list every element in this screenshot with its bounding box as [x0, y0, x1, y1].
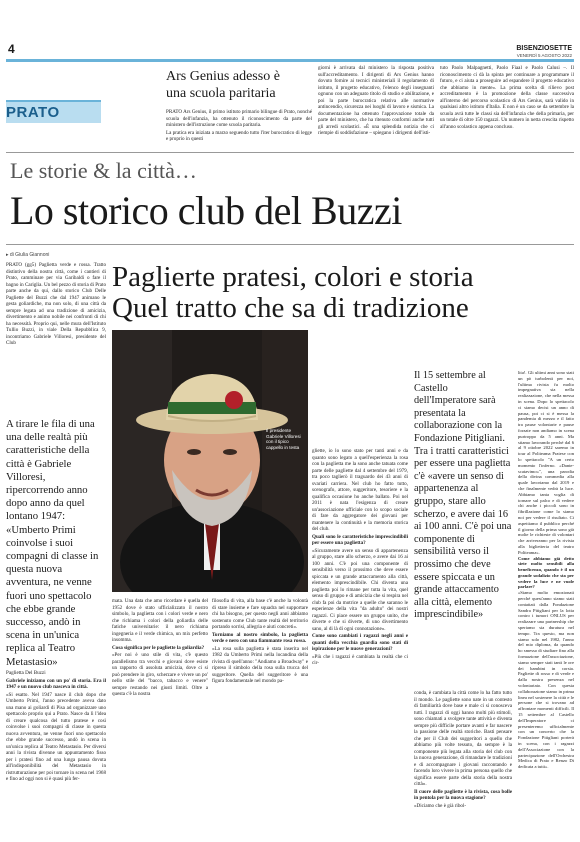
paragraph: «Sicuramente avere un senso di appartenenza al gruppo, stare allo scherzo, e avere dai 16 ai 100 anni. C'è poi una componente di sensibilità verso il prossimo che deve essere spiccata e un grande attaccamento alla città, elemento imprescindibile. Chi diventa una paglietta poi lo rimane per tutta la vita, quel senso di gruppo e di amicizia che si respira nel club fa poi da motrice a quelle che saranno le esperienze della vita "da adulto" dei nostri ragazzi. Ci piace essere un gruppo unito, che diverte e che si diverte, di uno divertimento sano, al di là di ogni connotazione».: [312, 547, 408, 632]
byline-text: di Giulia Giannoni: [9, 252, 50, 258]
left-bottom-text: [6, 670, 106, 784]
pull-quote-2: Il 15 settembre al Castello dell'Imperatore sarà presentata la collaborazione con la Fondazione Pitigliani. Tra i tratti caratteristici per essere una paglietta c'è «avere un senso di appartenenza al gruppo, stare allo scherzo, e avere dai 16 ai 100 anni. C'è poi una componente di sensibilità verso il prossimo che deve essere spiccata e un grande attaccamento alla città, elemento imprescindibile»: [414, 370, 512, 621]
paragraph: «Siamo molto emozionati perché quest'anno siamo stati contattati dalla Fondazione Sandra Pitigliani per la lotta contro i tumori ONLUS per realizzare una partnership che speriamo sia duratura nel tempo. Tra questo, ma non siamo solo nel 1982, l'anno del mio diploma, da quando ho smesso di studiare fino alla formazione dell'associazione, siamo sempre stati tanti le ore dei bambini in corsia. Pagliette di rosso e di verde e dalla nostra presenza nel volontariato. Con questa collaborazione siamo in prima linea nel sostenere la città e le persone che si trovano ad affrontare momenti difficili. Il 15 settembre al Castello dell'Imperatore ci presenteremo ufficialmente con un concerto che la Fondazione Pitigliani porterà in scena, con i ragazzi dell'Associazione con la partecipazione dell'Orchestra Medica di Prato e Renzo Di dedicata a tutti».: [518, 590, 574, 770]
section-prato-box: [6, 100, 101, 123]
center-column: [312, 448, 408, 668]
lead-paragraph: PRATO (gg5) Paglietta verde e rossa. Tratto distintivo della nostra città, come i cantieri di Prato, camminare per via Garibaldi o fare il bagno in Cariglia. Un bel pezzo di storia di Prato parte anche da qui, dallo storico Club Delle Pagliette del Buzzi che dal 1947 animano le gesta goliardiche, ma non solo, di una città da sempre legata ad una tradizione di amicizia, divertimento e animo nobile nei confronti di chi ha necessità. Proprio qui, nelle mura dell'Istituto Tullio Buzzi, in viale Della Repubblica 9, incontriamo Gabriele Villoresi, presidente del Club: [6, 262, 106, 346]
paragraph: filosofia di vita, alla base c'è anche la volontà di stare insieme e fare squadra nel supportare chi ha bisogno, per questo negli anni abbiamo sostenuto come Club tante realtà del territorio portando sorrisi, allegria e aiuti concreti».: [212, 598, 308, 630]
paragraph: «La rosa sulla paglietta è stata inserita nel 1982 da Umberto Primi nella locandina della rivista di quell'anno: "Andiamo a Broadway" e ripreso il simbolo della rosa sulla trucca del suggeritore. Quella del suggeritore è una figura fondamentale nel mondo pa-: [212, 645, 308, 684]
paragraph: «Diciamo che è già ribol-: [414, 802, 467, 809]
paragraph: Paglietta Del Buzzi: [6, 670, 46, 676]
subhead-1: Paglierte pratesi, colori e storia: [112, 261, 474, 293]
top-headline-line-1: Ars Genius adesso è: [166, 69, 280, 84]
top-article-col-3: tuto Paolo Malpagnetti, Paolo Fiaal e Paolo Calusi –. Il riconoscimento ci dà la spinta per continuare a programmare il futuro, e ci aiuta a proseguire ad espandere il progetto educativo che abbiamo in mente». La prima scelta di rilievo post accreditamento è la promozione della classe successiva all'interno del percorso scolastico di Ars Genius, sarà valido in qualsiasi altro istituto d'Italia. E non è un caso se da settembre la scuola avrà tutte le classi sia dell'infanzia che della primaria, per un totale di oltre 150 ragazzi. Un numero in netta crescita rispetto all'anno scolastico appena concluso.: [440, 65, 574, 130]
mid-bottom-col-1: [112, 598, 208, 699]
question: Come abbiamo già detto siete molto sensibili alla beneficenza, quando è il un grande sodalizio che sta per vedere la luce e ne vuole parlare?: [518, 555, 574, 590]
paragraph: «Più che i ragazzi è cambiata la realtà che ci cir-: [312, 653, 408, 666]
section-label: Le storie & la città…: [10, 158, 197, 183]
top-article-paragraph: PRATO Ars Genius, il primo istituto primario bilingue di Prato, nonché scuola dell'infanzia, ha ottenuto il riconoscimento da parte del ministero dell'istruzione come scuola paritaria.: [166, 109, 312, 128]
top-article-col-2: giorni è arrivata dal ministero la risposta positiva sull'accreditamento. I dirigenti di Ars Genius hanno dovuto fornire ai tecnici ministeriali il regolamento di istituto, il progetto educativo, l'elenco degli insegnanti ognuno con un adeguato titolo di studio e abilitazione, e poi la parte burocratica relativa alle normative antincendio, sicurezza nei luoghi di lavoro e sismica. La documentazione ha ottenuto l'approvazione totale da parte del ministero, che ha ritenuto conformi anche tutti gli arredi scolastici. «È una splendida notizia che ci riempie di soddisfazione – spiegano i dirigenti dell'isti-: [318, 65, 434, 136]
paragraph: «Per noi è uno stile di vita, c'è questo parallelismo tra vecchi e giovani dove esiste un rapporto di assoluta amicizia, dove ci si può prendere in giro, scherzare e vivere un po' nello stile del "bacco, tabacco e venere" sempre restando nei giusti limiti. Oltre a questa c'è la nostra: [112, 652, 208, 697]
portrait-illustration: [112, 330, 308, 592]
paragraph: conda, è cambiata la città come lo ha fatto tutto il mondo. Le pagliette sono nate in un contesto di familiarità dove base e male ci si conosceva tutti. I ragazzi di oggi hanno molti più stimoli, sono chiamati a svolgere tante attività e diventa sempre più difficile portare avanti e far nascere la passione delle realtà storiche. Basti pensare che per il Club dei suggeritori a quello che abbiamo più volte tessuto, da sempre è la componente più legata alla storia del club con la nuova generazione, di rimandare le tradizioni e di accompagnare i giovani raccontando e facendo loro vivere in prima persona quello che significa essere parte della storia della nostra città».: [414, 690, 512, 787]
question: Il cuore delle pagliette è la rivista, cosa bolle in pentola per la nuova stagione?: [414, 788, 512, 801]
pull-quote-1: A tirare le fila di una una delle realtà più caratteristiche della città è Gabriele Villoresi, ripercorrendo anno dopo anno da quel lontano 1947: «Umberto Primi coinvolse i suoi compagni di classe in questa nuova avventura, ne venne fuori uno spettacolo che ebbe grande successo, andò in scena in un'unica replica al Teatro Metastasio»: [6, 418, 99, 668]
newspaper-name: BISENZIOSETTE: [516, 45, 572, 52]
question: Quali sono le caratteristiche imprescindibili per essere una paglietta?: [312, 533, 408, 546]
section-prato-label: PRATO: [6, 104, 60, 121]
right-mid-column: [414, 690, 512, 810]
page-number: 4: [8, 42, 15, 56]
title-rule: [6, 244, 574, 245]
top-article-col-1: [166, 109, 312, 144]
newspaper-date: VENERDÌ 5 AGOSTO 2022: [516, 53, 572, 58]
header-rule: [6, 59, 574, 62]
top-headline-line-2: una scuola paritaria: [166, 86, 276, 101]
paragraph: mata. Una data che amo ricordare è quella del 1952 dove è stato ufficializzato il nostro simbolo, la paglietta con i colori verde e nero che richiama i colori della goliardia delle fatiche universitarie: il nero richiama ingegneria e il verde chimica, un mix perfetto insomma.: [112, 598, 208, 643]
question: Cosa significa per le pagliette la goliardia?: [112, 644, 205, 651]
mid-bottom-col-2: [212, 598, 308, 686]
photo-caption: Il presidente Gabriele Villoresi con il tipico cappello in testa: [266, 428, 301, 450]
top-headline: [166, 68, 316, 102]
top-article-paragraph: La pratica era iniziata a marzo seguendo tutto l'iter burocratico di legge e proprio in questi: [166, 129, 312, 142]
subheads: [112, 262, 574, 324]
photo-gabriele-villoresi: [112, 330, 308, 592]
right-column: [518, 370, 574, 770]
question: Come sono cambiati i ragazzi negli anni e quanti della vecchia guardia sono stati di ispirazione per le nuove generazioni?: [312, 633, 408, 652]
paragraph: gliette, io lo sono stato per tanti anni e da quanto sono legato a quell'esperienza la rosa con la paglietta me la sono anche tatuata come parte delle pagliette dal 4 settembre del 1979, tra poco taglierò il traguardo dei 43 anni di svariati carriera. Nel club ho fatto tutto, scenografo, attore, suggeritore, tesoriere e la qualifica occasione ho anche ballato. Poi nel 2011 è nata l'esigenza di creare un'associazione ufficiale con lo scopo sociale di fare da aggregatore dei giovani per mantenere la continuità e la memoria storica del club.: [312, 448, 408, 532]
subhead-2: Quel tratto che sa di tradizione: [112, 292, 469, 324]
question: Gabriele iniziamo con un po' di storia. Era il 1947 e un nuovo club nasceva in città.: [6, 677, 106, 690]
section-rule-top: [6, 152, 574, 153]
byline: ▸ di Giulia Giannoni: [6, 252, 50, 258]
question: Torniamo al nostro simbolo, la paglietta verde e nero con una fiammante rosa rossa.: [212, 631, 308, 644]
paragraph: «Si esatto. Nel 1947 nasce il club dopo che Umberto Primi, l'anno precedente aveva dato una mano ai goliardi di Pisa ad organizzare uno spettacolo proprio qui a Prato. Nasce da lì l'idea di creare qualcosa del tutto pratese e così coinvolse i suoi compagni di classe in questa nuova avventura, ne venne fuori uno spettacolo che ebbe grande successo, andò in scena in un'unica replica al Teatro Metastasio. Per diversi anni la rivista divenne un appuntamento fisso per i pratesi fino ad una lunga pausa dovuta all'indisponibilità del Metastasio in ristrutturazione per poi tornare in scena nel 1968 e fino ad oggi non si è quasi più fer-: [6, 691, 106, 782]
main-title: Lo storico club del Buzzi: [10, 188, 402, 233]
paragraph: lita!. Gli ultimi anni sono stati un pò turbolenti per noi, l'ultima rivista fu molto impegnativa sia nella realizzazione, che nella messa in scena. Dopo lo spettacolo ci siamo decisi un anno di pausa, poi ci si è messa la pandemia di mezzo e il fatto tra pause volontarie e pause forzate non andiamo in scena purtroppo da 5 anni. Ma stiamo lavorando perché dal 6 al 9 ottobre 2022 saremo in tour al Politeama Pratese con lo spettacolo "A un certo momento l'inferno. «Dante-scatavimo»", una parodia della divina commedia alla quale lavoriamo dal 2019 e che finalmente vedrà la luce. Abbiamo tanta voglia di tornare sul palco e di vedere chi anche i piccoli sono in fibrillazione come lo siamo noi per vedere il risultato. Ci aspettiamo il pubblico perché il giorno della prima sono già molte le richieste di volontari che arriveranno per la rivista alla biglietteria del teatro Politeama».: [518, 370, 574, 555]
